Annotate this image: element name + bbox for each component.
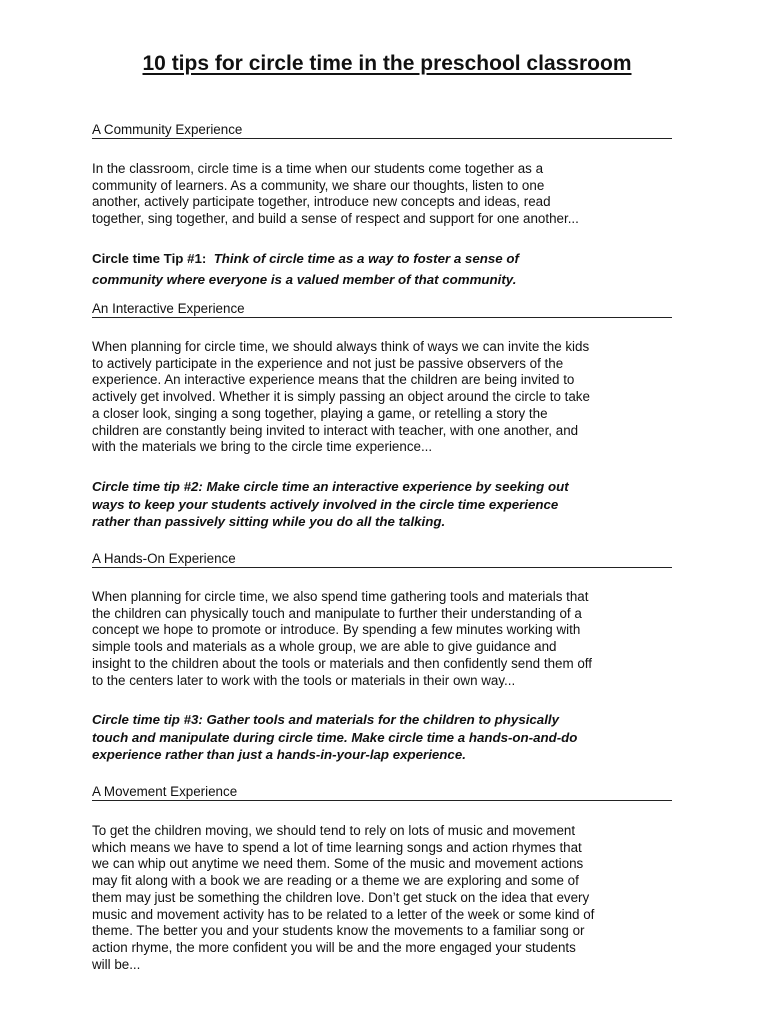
tip-2 <box>92 478 682 531</box>
tip-1-label: Circle time Tip #1: <box>92 251 207 266</box>
tip-3-line: Circle time tip #3: Gather tools and materials for the children to physically <box>92 712 559 727</box>
paragraph-line: with the materials we bring to the circle time experience... <box>92 439 433 455</box>
paragraph-line: To get the children moving, we should tend to rely on lots of music and movement <box>92 823 576 838</box>
paragraph-line: community of learners. As a community, we share our thoughts, listen to one <box>92 177 545 193</box>
paragraph-line: together, sing together, and build a sense of respect and support for one another... <box>92 211 579 227</box>
tip-1-text-line: community where everyone is a valued member of that community. <box>92 272 517 287</box>
tip-3 <box>92 711 682 764</box>
paragraph-line: them may just be something the children love. Don’t get stuck on the idea that every <box>92 889 590 905</box>
paragraph-movement <box>92 823 676 973</box>
paragraph-line: another, actively participate together, introduce new concepts and ideas, read <box>92 194 551 210</box>
paragraph-line: children are constantly being invited to interact with teacher, with one another, and <box>92 422 579 438</box>
paragraph-hands-on <box>92 589 676 689</box>
paragraph-line: may fit along with a book we are reading or a theme we are exploring and some of <box>92 873 579 889</box>
paragraph-community <box>92 161 676 228</box>
tip-1 <box>92 248 682 290</box>
paragraph-line: will be... <box>92 956 141 972</box>
paragraph-line: a closer look, singing a song together, playing a game, or retelling a story the <box>92 405 548 421</box>
tip-1-text-line: Think of circle time as a way to foster a sense of <box>213 251 519 266</box>
paragraph-line: insight to the children about the tools or materials and then confidently send them off <box>92 655 592 671</box>
paragraph-line: action rhyme, the more confident you will be and the more engaged your students <box>92 939 576 955</box>
paragraph-line: which means we have to spend a lot of time learning songs and action rhymes that <box>92 839 582 855</box>
paragraph-line: to the centers later to work with the tools or materials in their own way... <box>92 672 516 688</box>
paragraph-line: we can whip out anytime we need them. Some of the music and movement actions <box>92 856 584 872</box>
section-heading-interactive: An Interactive Experience <box>92 301 672 318</box>
paragraph-line: theme. The better you and your students know the movements to a familiar song or <box>92 923 585 939</box>
paragraph-line: the children can physically touch and manipulate to further their understanding of a <box>92 605 582 621</box>
paragraph-line: actively get involved. Whether it is simply passing an object around the circle to take <box>92 389 590 405</box>
section-heading-community: A Community Experience <box>92 122 672 139</box>
paragraph-line: simple tools and materials as a whole group, we are able to give guidance and <box>92 639 557 655</box>
document-title: 10 tips for circle time in the preschool classroom <box>142 52 632 75</box>
tip-2-line: Circle time tip #2: Make circle time an interactive experience by seeking out <box>92 479 569 494</box>
paragraph-line: In the classroom, circle time is a time when our students come together as a <box>92 161 544 176</box>
paragraph-line: to actively participate in the experience and not just be passive observers of the <box>92 355 564 371</box>
paragraph-line: When planning for circle time, we should always think of ways we can invite the kids <box>92 339 590 354</box>
paragraph-line: experience. An interactive experience means that the children are being invited to <box>92 372 575 388</box>
section-heading-movement: A Movement Experience <box>92 784 672 801</box>
tip-2-line: rather than passively sitting while you do all the talking. <box>92 514 446 529</box>
paragraph-interactive <box>92 339 676 456</box>
tip-3-line: experience rather than just a hands-in-your-lap experience. <box>92 747 466 762</box>
tip-3-line: touch and manipulate during circle time. Make circle time a hands-on-and-do <box>92 729 578 745</box>
paragraph-line: music and movement activity has to be related to a letter of the week or some kind of <box>92 906 595 922</box>
paragraph-line: When planning for circle time, we also spend time gathering tools and materials that <box>92 589 589 604</box>
section-heading-hands-on: A Hands-On Experience <box>92 551 672 568</box>
paragraph-line: concept we hope to promote or introduce. By spending a few minutes working with <box>92 622 581 638</box>
tip-2-line: ways to keep your students actively involved in the circle time experience <box>92 496 559 512</box>
